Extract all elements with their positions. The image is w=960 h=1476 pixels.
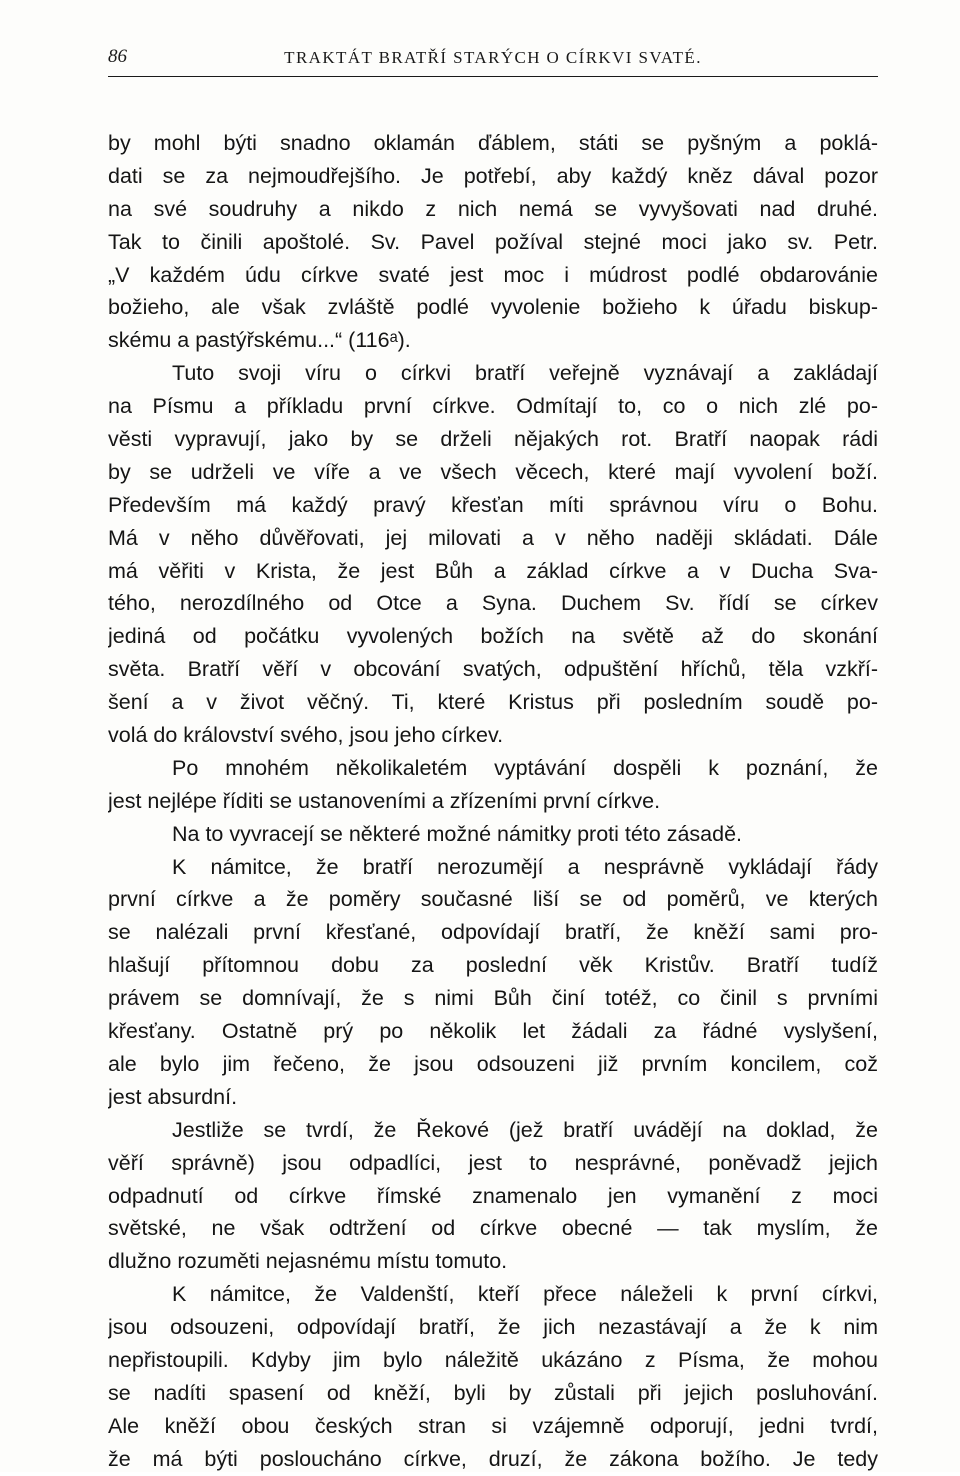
text-line: Především má každý pravý křesťan míti správnou víru o Bohu. (108, 492, 878, 517)
header-rule (108, 76, 878, 77)
text-line: jediná od počátku vyvolených božích na světě až do skonání (108, 624, 878, 649)
text-line: hlašují přítomnou dobu za poslední věk Kristův. Bratří tudíž (108, 953, 878, 978)
text-line: se nalézali první křesťané, odpovídají bratří, že kněží sami pro- (108, 920, 878, 945)
page-header (108, 46, 878, 74)
text-line: Ale kněží obou českých stran si vzájemně odporují, jedni tvrdí, (108, 1413, 878, 1438)
text-line: jest absurdní. (108, 1084, 238, 1109)
text-line: dati se za nejmoudřejšího. Je potřebí, aby každý kněz dával pozor (108, 163, 878, 188)
text-line: tého, nerozdílného od Otce a Syna. Duchem Sv. řídí se církev (108, 591, 878, 616)
text-line: by se udrželi ve víře a ve všech věcech, které mají vyvolení boží. (108, 459, 878, 484)
text-line: Na to vyvracejí se některé možné námitky proti této zásadě. (172, 821, 743, 846)
text-line: na Písmu a příkladu první církve. Odmítají to, co o nich zlé po- (108, 394, 878, 419)
page-number: 86 (108, 46, 127, 67)
text-line: skému a pastýřskému...“ (116ᵃ). (108, 328, 411, 353)
text-line: K námitce, že Valdenští, kteří přece náleželi k první církvi, (172, 1282, 878, 1307)
body-text (108, 127, 878, 1476)
text-line: právem se domnívají, že s nimi Bůh činí totéž, co činil s prvními (108, 986, 878, 1011)
text-line: světa. Bratří věří v obcování svatých, odpuštění hříchů, těla vzkří- (108, 657, 878, 682)
text-line: by mohl býti snadno oklamán ďáblem, státi se pyšným a poklá- (108, 131, 878, 155)
text-line: jsou odsouzeni, odpovídají bratří, že jich nezastávají a že k nim (108, 1315, 878, 1340)
text-line: odpadnutí od církve římské znamenalo jen vymanění z moci (108, 1183, 878, 1208)
text-line: Jestliže se tvrdí, že Řekové (jež bratří uvádějí na doklad, že (172, 1117, 878, 1142)
text-line: věří správně) jsou odpadlíci, jest to nesprávné, poněvadž jejich (108, 1150, 878, 1175)
text-line: že má býti posloucháno církve, druzí, že zákona božího. Je tedy (108, 1446, 878, 1471)
text-line: šení a v život věčný. Ti, které Kristus při posledním soudě po- (108, 690, 878, 715)
text-line: ale bylo jim řečeno, že jsou odsouzeni již prvním koncilem, což (108, 1051, 878, 1076)
text-line: první církve a že poměry současné liší se od poměrů, ve kterých (108, 887, 878, 912)
text-line: volá do království svého, jsou jeho církev. (108, 723, 504, 748)
text-line: K námitce, že bratří nerozumějí a nesprávně vykládají řády (172, 854, 878, 879)
text-line: nepřistoupili. Kdyby jim bylo náležitě ukázáno z Písma, že mohou (108, 1347, 878, 1372)
text-line: na své soudruhy a nikdo z nich nemá se vyvyšovati nad druhé. (108, 196, 878, 221)
running-title: TRAKTÁT BRATŘÍ STARÝCH O CÍRKVI SVATÉ. (284, 48, 702, 67)
text-line: „V každém údu církve svaté jest moc i múdrost podlé obdarovánie (108, 262, 878, 287)
text-line: Po mnohém několikaletém vyptávání dospěli k poznání, že (172, 755, 878, 780)
text-line: věsti vypravují, jako by se drželi nějakých rot. Bratří naopak rádi (108, 427, 878, 452)
text-line: božieho, ale však zvláště podlé vyvolenie božieho k úřadu biskup- (108, 295, 878, 320)
text-line: Tuto svoji víru o církvi bratří veřejně vyznávají a zakládají (172, 361, 878, 386)
text-line: dlužno rozuměti nejasnému místu tomuto. (108, 1249, 508, 1274)
text-line: jest nejlépe říditi se ustanoveními a zřízeními první církve. (108, 788, 661, 813)
text-line: Tak to činili apoštolé. Sv. Pavel požíval stejné moci jako sv. Petr. (108, 229, 878, 254)
text-line: má věřiti v Krista, že jest Bůh a základ církve a v Ducha Sva- (108, 558, 878, 583)
text-line: světské, ne však odtržení od církve obecné — tak myslím, že (108, 1216, 878, 1241)
text-line: křesťany. Ostatně prý po několik let žádali za řádné vyslyšení, (108, 1019, 878, 1044)
text-line: se nadíti spasení od kněží, byli by zůstali při jejich posluhování. (108, 1380, 878, 1405)
text-line: Má v něho důvěřovati, jej milovati a v něho naději skládati. Dále (108, 525, 878, 550)
